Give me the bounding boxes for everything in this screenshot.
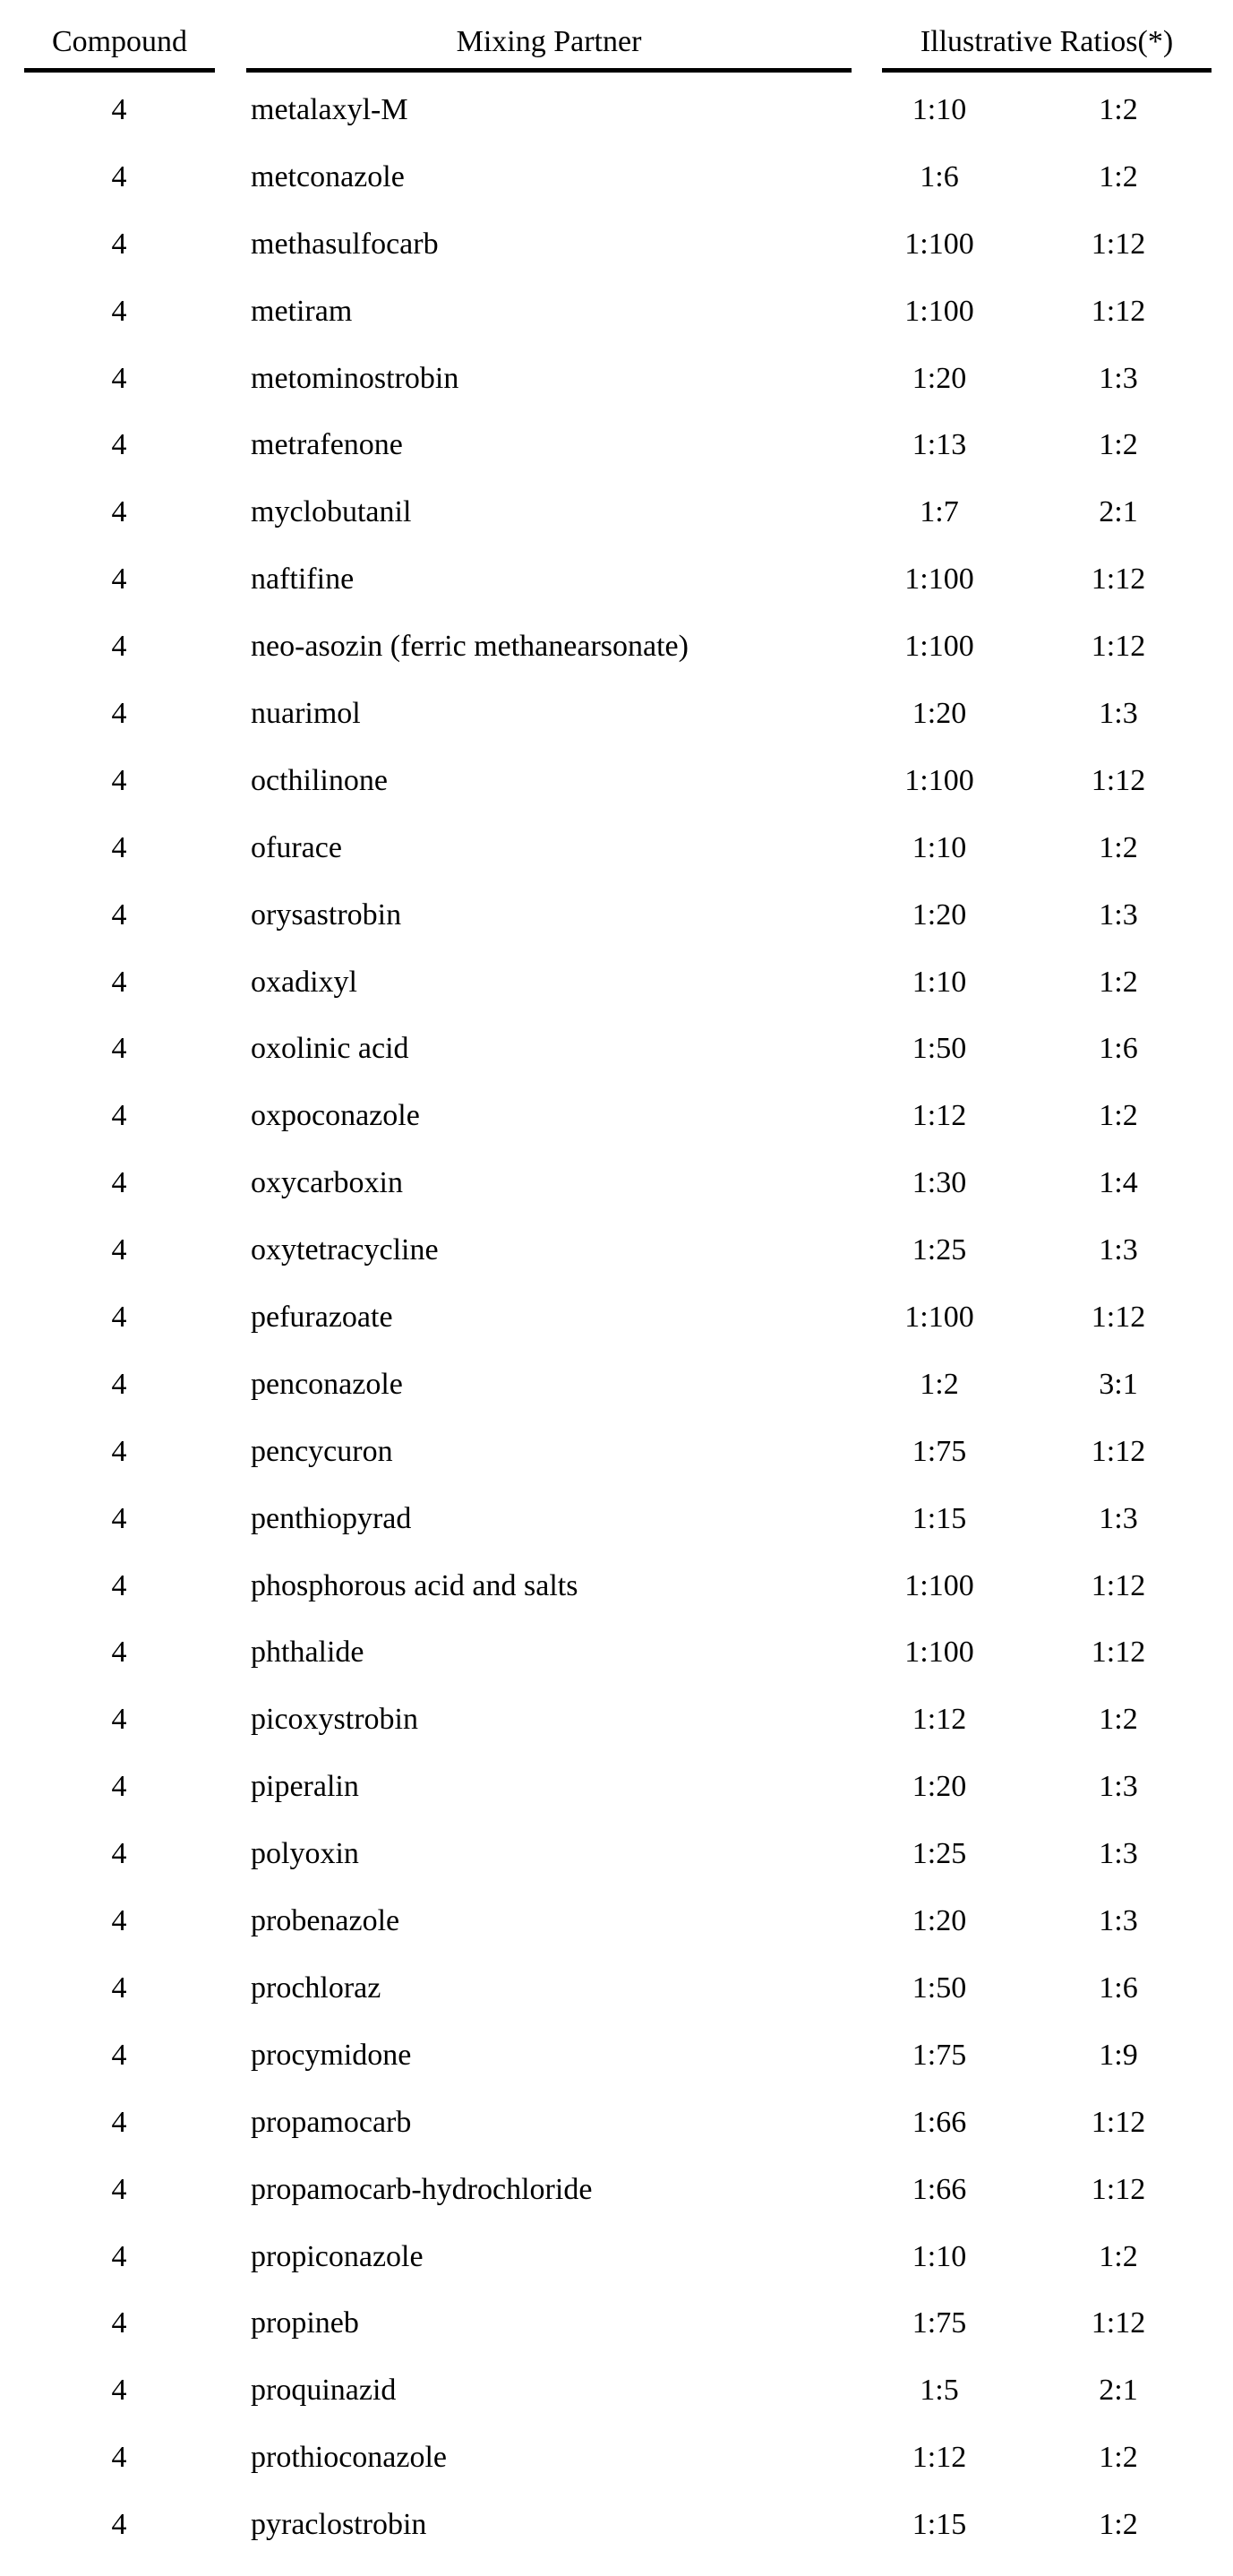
mixing-partner-cell: pefurazoate xyxy=(251,1284,393,1351)
ratio-high-cell: 1:2 xyxy=(1056,412,1181,478)
ratio-low-cell: 1:10 xyxy=(877,2224,1002,2290)
mixing-partner-cell: metominostrobin xyxy=(251,346,458,412)
compound-cell: 4 xyxy=(74,2224,164,2290)
table-row xyxy=(0,479,1233,546)
mixing-partner-cell: prothioconazole xyxy=(251,2425,447,2491)
mixing-partner-cell: pencycuron xyxy=(251,1419,393,1485)
compound-cell: 4 xyxy=(74,1888,164,1954)
compound-cell: 4 xyxy=(74,2357,164,2424)
ratio-low-cell: 1:15 xyxy=(877,1486,1002,1552)
ratio-high-cell: 1:12 xyxy=(1056,1419,1181,1485)
ratio-low-cell: 1:100 xyxy=(877,614,1002,680)
ratio-low-cell: 1:6 xyxy=(877,144,1002,210)
ratio-low-cell: 1:20 xyxy=(877,346,1002,412)
compound-cell: 4 xyxy=(74,546,164,613)
compound-cell: 4 xyxy=(74,2492,164,2558)
compound-cell: 4 xyxy=(74,1553,164,1619)
table-row xyxy=(0,2224,1233,2291)
mixing-partner-cell: myclobutanil xyxy=(251,479,411,545)
table-row xyxy=(0,2290,1233,2357)
ratio-high-cell: 1:3 xyxy=(1056,1888,1181,1954)
ratio-low-cell: 1:25 xyxy=(877,1217,1002,1284)
compound-cell: 4 xyxy=(74,748,164,814)
table-row xyxy=(0,748,1233,815)
mixing-partner-cell: oxpoconazole xyxy=(251,1083,420,1149)
ratio-high-cell: 1:2 xyxy=(1056,2492,1181,2558)
mixing-partner-cell: oxolinic acid xyxy=(251,1016,409,1082)
table-row xyxy=(0,1217,1233,1284)
table-row xyxy=(0,2492,1233,2559)
ratio-high-cell: 1:3 xyxy=(1056,1821,1181,1887)
mixing-partner-cell: pyraclostrobin xyxy=(251,2492,426,2558)
table-row xyxy=(0,1687,1233,1754)
table-row xyxy=(0,815,1233,882)
mixing-partner-cell: methasulfocarb xyxy=(251,211,439,278)
mixing-partner-cell: piperalin xyxy=(251,1754,359,1820)
mixing-partner-cell: procymidone xyxy=(251,2022,411,2089)
compound-cell: 4 xyxy=(74,279,164,345)
ratio-low-cell: 1:100 xyxy=(877,1619,1002,1686)
ratio-low-cell: 1:13 xyxy=(877,412,1002,478)
mixing-partner-cell: oxycarboxin xyxy=(251,1150,403,1216)
ratio-low-cell: 1:10 xyxy=(877,815,1002,881)
ratio-high-cell: 2:1 xyxy=(1056,479,1181,545)
ratio-high-cell: 1:2 xyxy=(1056,815,1181,881)
ratio-low-cell: 1:66 xyxy=(877,2157,1002,2223)
mixing-partner-cell: orysastrobin xyxy=(251,882,401,949)
ratio-high-cell: 1:12 xyxy=(1056,1284,1181,1351)
compound-cell: 4 xyxy=(74,77,164,143)
ratio-high-cell: 1:2 xyxy=(1056,1687,1181,1753)
table-row xyxy=(0,1553,1233,1620)
mixing-partner-cell: metconazole xyxy=(251,144,405,210)
compound-cell: 4 xyxy=(74,1821,164,1887)
ratio-high-cell: 1:2 xyxy=(1056,144,1181,210)
mixing-partner-cell: ofurace xyxy=(251,815,342,881)
ratio-high-cell: 1:12 xyxy=(1056,2090,1181,2156)
table-row xyxy=(0,279,1233,346)
mixing-partner-cell: nuarimol xyxy=(251,681,361,747)
compound-cell: 4 xyxy=(74,1217,164,1284)
ratio-low-cell: 1:5 xyxy=(877,2357,1002,2424)
ratio-high-cell: 1:2 xyxy=(1056,1083,1181,1149)
ratio-high-cell: 1:9 xyxy=(1056,2022,1181,2089)
header-mixing-partner: Mixing Partner xyxy=(246,21,852,63)
mixing-partner-cell: penthiopyrad xyxy=(251,1486,411,1552)
mixing-partner-cell: propiconazole xyxy=(251,2224,424,2290)
table-row xyxy=(0,1619,1233,1687)
mixing-partner-cell: proquinazid xyxy=(251,2357,396,2424)
compound-cell: 4 xyxy=(74,479,164,545)
table-row xyxy=(0,144,1233,211)
mixing-partner-cell: naftifine xyxy=(251,546,354,613)
compound-cell: 4 xyxy=(74,1083,164,1149)
table-row xyxy=(0,1150,1233,1217)
compound-cell: 4 xyxy=(74,815,164,881)
table-row xyxy=(0,1754,1233,1821)
ratio-high-cell: 1:3 xyxy=(1056,1486,1181,1552)
ratio-high-cell: 2:1 xyxy=(1056,2357,1181,2424)
ratio-low-cell: 1:10 xyxy=(877,949,1002,1016)
ratio-low-cell: 1:7 xyxy=(877,479,1002,545)
ratio-low-cell: 1:12 xyxy=(877,1687,1002,1753)
table-row xyxy=(0,1352,1233,1419)
mixing-partner-cell: oxytetracycline xyxy=(251,1217,439,1284)
ratio-low-cell: 1:10 xyxy=(877,77,1002,143)
table-row xyxy=(0,2022,1233,2090)
compound-cell: 4 xyxy=(74,1687,164,1753)
mixing-partner-cell: penconazole xyxy=(251,1352,403,1418)
ratio-high-cell: 1:12 xyxy=(1056,1553,1181,1619)
ratio-high-cell: 1:2 xyxy=(1056,949,1181,1016)
mixing-partner-cell: picoxystrobin xyxy=(251,1687,418,1753)
ratio-low-cell: 1:15 xyxy=(877,2492,1002,2558)
ratio-low-cell: 1:2 xyxy=(877,1352,1002,1418)
ratio-high-cell: 1:3 xyxy=(1056,882,1181,949)
ratio-high-cell: 1:12 xyxy=(1056,748,1181,814)
table-row xyxy=(0,949,1233,1017)
compound-cell: 4 xyxy=(74,1352,164,1418)
table-row xyxy=(0,2425,1233,2492)
table-body xyxy=(0,77,1233,2559)
ratio-low-cell: 1:100 xyxy=(877,546,1002,613)
ratio-low-cell: 1:50 xyxy=(877,1016,1002,1082)
mixing-partner-cell: polyoxin xyxy=(251,1821,359,1887)
compound-cell: 4 xyxy=(74,1284,164,1351)
mixing-partner-cell: probenazole xyxy=(251,1888,399,1954)
mixing-partner-cell: octhilinone xyxy=(251,748,388,814)
ratio-low-cell: 1:100 xyxy=(877,279,1002,345)
ratio-high-cell: 1:6 xyxy=(1056,1016,1181,1082)
ratio-high-cell: 1:12 xyxy=(1056,546,1181,613)
compound-cell: 4 xyxy=(74,1619,164,1686)
ratio-high-cell: 1:12 xyxy=(1056,1619,1181,1686)
table-row xyxy=(0,77,1233,144)
compound-cell: 4 xyxy=(74,2290,164,2357)
table-row xyxy=(0,1083,1233,1150)
ratio-high-cell: 1:2 xyxy=(1056,2425,1181,2491)
table-row xyxy=(0,1284,1233,1352)
mixing-partner-cell: metiram xyxy=(251,279,352,345)
compound-cell: 4 xyxy=(74,2090,164,2156)
ratio-low-cell: 1:75 xyxy=(877,1419,1002,1485)
ratio-high-cell: 1:3 xyxy=(1056,346,1181,412)
table-row xyxy=(0,1419,1233,1486)
table-row xyxy=(0,2090,1233,2157)
compound-cell: 4 xyxy=(74,614,164,680)
ratio-low-cell: 1:75 xyxy=(877,2290,1002,2357)
compound-cell: 4 xyxy=(74,412,164,478)
compound-cell: 4 xyxy=(74,1754,164,1820)
ratio-high-cell: 1:3 xyxy=(1056,1217,1181,1284)
table-row xyxy=(0,2157,1233,2224)
ratio-high-cell: 1:12 xyxy=(1056,279,1181,345)
compound-cell: 4 xyxy=(74,144,164,210)
mixing-partner-cell: propineb xyxy=(251,2290,359,2357)
table-row xyxy=(0,1016,1233,1083)
header-rule-ratios xyxy=(882,68,1212,73)
table-row xyxy=(0,1821,1233,1888)
table-row xyxy=(0,211,1233,279)
ratio-low-cell: 1:30 xyxy=(877,1150,1002,1216)
ratio-low-cell: 1:20 xyxy=(877,882,1002,949)
ratio-low-cell: 1:100 xyxy=(877,1553,1002,1619)
ratio-high-cell: 1:3 xyxy=(1056,681,1181,747)
ratio-low-cell: 1:12 xyxy=(877,1083,1002,1149)
header-rule-compound xyxy=(24,68,215,73)
ratio-low-cell: 1:100 xyxy=(877,1284,1002,1351)
header-compound: Compound xyxy=(24,21,215,63)
compound-cell: 4 xyxy=(74,1419,164,1485)
ratio-low-cell: 1:66 xyxy=(877,2090,1002,2156)
ratio-low-cell: 1:12 xyxy=(877,2425,1002,2491)
mixing-partner-cell: metalaxyl-M xyxy=(251,77,408,143)
ratio-low-cell: 1:100 xyxy=(877,748,1002,814)
table-row xyxy=(0,614,1233,681)
ratio-high-cell: 1:2 xyxy=(1056,2224,1181,2290)
ratio-high-cell: 1:12 xyxy=(1056,211,1181,278)
mixing-partner-cell: oxadixyl xyxy=(251,949,357,1016)
ratio-high-cell: 1:2 xyxy=(1056,77,1181,143)
compound-cell: 4 xyxy=(74,681,164,747)
ratio-low-cell: 1:100 xyxy=(877,211,1002,278)
compound-cell: 4 xyxy=(74,1486,164,1552)
table-row xyxy=(0,2357,1233,2425)
ratio-low-cell: 1:50 xyxy=(877,1955,1002,2022)
compound-cell: 4 xyxy=(74,949,164,1016)
mixing-partner-cell: prochloraz xyxy=(251,1955,381,2022)
ratio-low-cell: 1:20 xyxy=(877,1754,1002,1820)
header-rule-partner xyxy=(246,68,852,73)
ratio-high-cell: 1:6 xyxy=(1056,1955,1181,2022)
compound-cell: 4 xyxy=(74,1016,164,1082)
header-illustrative-ratios: Illustrative Ratios(*) xyxy=(882,21,1212,63)
ratio-low-cell: 1:20 xyxy=(877,681,1002,747)
ratio-high-cell: 3:1 xyxy=(1056,1352,1181,1418)
mixing-partner-cell: metrafenone xyxy=(251,412,403,478)
table-row xyxy=(0,412,1233,479)
table-row xyxy=(0,546,1233,614)
mixing-partner-cell: propamocarb-hydrochloride xyxy=(251,2157,592,2223)
compound-cell: 4 xyxy=(74,2157,164,2223)
ratio-high-cell: 1:12 xyxy=(1056,2290,1181,2357)
ratio-high-cell: 1:12 xyxy=(1056,2157,1181,2223)
table-row xyxy=(0,681,1233,748)
compound-cell: 4 xyxy=(74,1955,164,2022)
table-row xyxy=(0,882,1233,949)
mixing-partner-cell: propamocarb xyxy=(251,2090,411,2156)
ratio-low-cell: 1:75 xyxy=(877,2022,1002,2089)
table-row xyxy=(0,1955,1233,2022)
ratio-high-cell: 1:12 xyxy=(1056,614,1181,680)
compound-cell: 4 xyxy=(74,1150,164,1216)
mixing-partner-cell: neo-asozin (ferric methanearsonate) xyxy=(251,614,689,680)
mixing-partner-cell: phosphorous acid and salts xyxy=(251,1553,578,1619)
ratio-low-cell: 1:25 xyxy=(877,1821,1002,1887)
table-row xyxy=(0,346,1233,413)
ratio-high-cell: 1:4 xyxy=(1056,1150,1181,1216)
ratio-low-cell: 1:20 xyxy=(877,1888,1002,1954)
ratio-high-cell: 1:3 xyxy=(1056,1754,1181,1820)
compound-cell: 4 xyxy=(74,2022,164,2089)
compound-cell: 4 xyxy=(74,211,164,278)
mixing-partner-cell: phthalide xyxy=(251,1619,364,1686)
table-row xyxy=(0,1888,1233,1955)
compound-cell: 4 xyxy=(74,882,164,949)
table-row xyxy=(0,1486,1233,1553)
compound-cell: 4 xyxy=(74,2425,164,2491)
compound-cell: 4 xyxy=(74,346,164,412)
